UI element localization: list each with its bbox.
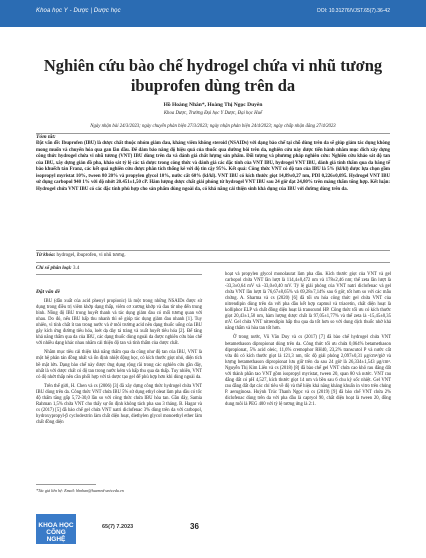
page-number: 36	[190, 522, 199, 531]
affiliation: Khoa Dược, Trường Đại học Y Dược, Đại học Huế	[163, 111, 263, 116]
paragraph: Ở trong nước, Vũ Văn Duy và cs (2017) [7] đã bào chế hydrogel chứa VNT betamethason dipropionat dùng trên da. Công thức tối ưu chứa 0,064% betamethason dipropionat, 5% acid oleic, 11,6% cremophor RH40, 23,2% transcutol P và nước cất vừa đủ có kích thước giọt là 121,3 nm, tốc độ giải phóng 2,097±0,31 μg/cm²/giờ và lượng betamethason dipropionat lưu giữ trên da sau 24 giờ là 26,334±1,543 μg/cm². Nguyễn Thị Kim Liên và cs (2018) [8] đã bào chế gel VNT chứa cao khô rau đắng đất với thành phần tao VNT gồm isopropyl myristat, tween 20, span 80 và nước. VNT rau đắng đất có pH 4,527, kích thước giọt 14 nm và bền sau 6 chu kỳ sốc nhiệt. Gel VNT rau đắng đất đạt các chỉ tiêu về độ và thể hiện khả năng kháng khuẩn in vitro trên chủng P. aeruginosa. Huỳnh Trúc Thanh Ngọc và cs (2019) [9] đã bào chế VNT chứa 2% diclofenac dùng trên da với pha dầu là capryol 90, chất diện hoạt là tween 20, đồng dung môi là PEG 400 với tỷ lệ tương ứng là 2:1.	[225, 335, 391, 407]
authors: Hồ Hoàng Nhân*, Hoàng Thị Ngọc Duyên	[163, 102, 263, 108]
classification-value: 3.4	[72, 266, 80, 271]
paragraph: Nhằm mục tiêu cải thiện khả năng thấm qua da cũng như độ tan của IBU, VNT là một hệ phân tán đồng nhất và ổn định nhiệt động học, có kích thước giọt nhỏ, diện tích bề mặt lớn. Dạng bào chế này được ứng dụng rộng rãi trong các nghiên cứu gần đây, nhất là với dược chất có độ tan trong nước kém và hấp thu qua da thấp. Tuy nhiên, VNT có độ nhớt thấp nên cần phối hợp với tá dược tạo gel để phù hợp hơn khi dùng ngoài da.	[36, 350, 202, 380]
paragraph: IBU (dẫn xuất của acid phenyl propionic) là một trong những NSAIDs được sử dụng trong điều trị viêm khớp dạng thấp, viêm cơ xương khớp và đau từ nhẹ đến trung bình. Nồng độ IBU trong huyết thanh và tác dụng giảm đau có mối tương quan với nhau. Do đó, nếu IBU hấp thu nhanh thì sẽ giúp tác dụng giảm đau nhanh [1]. Tuy nhiên, vì tính chất ít tan trong nước và ở môi trường acid nên dạng thuốc uống của IBU gây kích ứng đường tiêu hóa, loét dạ dày tá tràng và xuất huyết tiêu hóa [2]. Để tăng khả năng thấm qua da của IBU, các dạng thuốc dùng ngoài da được nghiên cứu bào chế với nhiều dạng khác nhau nhằm cải thiện độ tan và tính thấm của dược chất.	[36, 299, 202, 347]
submission-dates: Ngày nhận bài 24/3/2023; ngày chuyển phản biện 27/3/2023; ngày nhận phản biện 24/4/2023; ngày chấp nhận đăng 27/4/2023	[90, 124, 336, 129]
keywords	[36, 253, 390, 258]
classification-label: Chỉ số phân loại:	[36, 266, 72, 271]
journal-section: Khoa học Y - Dược | Dược học	[36, 8, 121, 14]
doi-text[interactable]: DOI: 10.31276/VJST.65(7).36-42	[317, 8, 390, 14]
journal-logo	[36, 514, 76, 544]
classification	[36, 266, 79, 271]
journal-header-bar	[0, 0, 426, 27]
keywords-label: Từ khóa:	[36, 253, 56, 258]
footnote-rule	[36, 484, 96, 485]
article-title: Nghiên cứu bào chế hydrogel chứa vi nhũ tương ibuprofen dùng trên da	[43, 56, 383, 95]
body-right-column	[225, 272, 391, 411]
issue-info: 65(7) 7.2023	[102, 524, 134, 530]
paragraph: Trên thế giới, H. Chen và cs (2006) [3] đã xây dựng công thức hydrogel chứa VNT IBU dùng trên da. Công thức VNT chứa IBU 5% sử dụng ethyl oleat làm pha dầu có tốc độ thấm tăng gấp 5,72-30,0 lần so với công thức chứa IBU hòa tan. Gần đây, Samia Rahman 1,5% chứa VNT cho thấy sự ổn định không tách pha sau 3 tháng. B. Hagar và cs (2017) [5] đã bào chế gel chứa VNT natri diclofenac 3% dùng trên da với carbopol, hydroxypropyl-β cyclodextrin làm chất diện hoạt, diethylen glycol monoethyl ether làm chất đồng diện	[36, 383, 202, 425]
logo-line: CÔNG NGHỆ	[46, 529, 66, 543]
body-left-column	[36, 289, 202, 429]
paragraph: hoạt và propylen glycol monolaurat làm pha dầu. Kích thước giọt của VNT và gel carbopol chứa VNT lần lượt là 114,4±0,472 nm và 178±2,46 nm; thế zeta lần lượt là -33,3±0,64 mV và -33,0±0,40 mV. Tỷ lệ giải phóng của VNT natri diclofenac và gel chứa VNT lần lượt là 76,67±8,65% và 69,28±7,14% sau 6 giờ, tốt hơn so với các mẫu chứng. A. Sharma và cs (2020) [6] đã tối ưu hóa công thức gel chứa VNT của nitrendipin dùng trên da với pha dầu kết hợp capmul và triacetin, chất diện hoạt là kolliphor ELP và chất đồng diện hoạt là transcutol HP. Công thức tối ưu có kích thước giọt 20,43±1,50 nm, hàm lượng dược chất là 97,05±1,77% và thế zeta là -15,45±0,35 mV. Gel chứa VNT nitrendipin hấp thu qua da tốt hơn so với dung dịch thuốc nhờ khả năng thấm và hòa tan tốt hơn.	[225, 272, 391, 332]
divider	[36, 262, 390, 263]
footnote: *Tác giả liên hệ: Email: hhnhan@huemed-univ.edu.vn	[36, 488, 124, 493]
divider	[36, 274, 202, 275]
abstract-heading: Tóm tắt:	[36, 134, 56, 140]
abstract-text: Đặt vấn đề: Ibuprofen (IBU) là dược chất thuộc nhóm giảm đau, kháng viêm không steroid (NSAIDs) với dạng bào chế tại chỗ dùng trên da sẽ giúp giảm tác dụng không mong muốn và chuyển hóa qua gan lần đầu. Để đảm bảo nâng độ hiệu quả của thuốc qua đường bôi trên da, nghiên cứu này được tiến hành nhằm mục đích xây dựng công thức hydrogel chứa vi nhũ tương (VNT) IBU dùng trên da và đánh giá chất lượng sản phẩm. Đối tượng và phương pháp nghiên cứu: Nghiên cứu khảo sát độ tan của IBU, xây dựng giản đồ pha, khảo sát tỷ lệ các tá dược trong công thức và đánh giá các đặc tính của VNT IBU, hydrogel VNT IBU, đánh giá tính thấm qua da bằng tế bào khuếch tán Franz, các kết quả nghiên cứu được phân tích thống kê với độ tin cậy 95%. Kết quả: Công thức VNT có độ tan của IBU là 5% (kl/kl) được lựa chọn gồm isopropyl myristat 10%, tween 80 20% và propylen glycol 10%, nước cất 60% (kl/kl). VNT IBU có kích thước giọt 14,89±0,27 nm, PDI 0,226±0,095. Hydrogel VNT IBU sử dụng carbopol 940 1% với độ nhớt 20.451±1,50 cP. Hàm lượng dược chất giải phóng từ hydrogel VNT IBU sau 24 giờ đạt 24,80% trên màng thấm tổng hợp. Kết luận: Hydrogel chứa VNT IBU có các đặc tính phù hợp cho sản phẩm dùng ngoài da, có khả năng cải thiện sinh khả dụng của IBU với đường dùng trên da.	[36, 141, 390, 192]
divider	[36, 250, 390, 251]
logo-line: KHOA HỌC	[38, 522, 74, 529]
divider	[36, 133, 390, 134]
keywords-value: hydrogel, ibuprofen, vi nhũ tương.	[56, 253, 126, 258]
section-heading: Đặt vấn đề	[36, 289, 60, 295]
